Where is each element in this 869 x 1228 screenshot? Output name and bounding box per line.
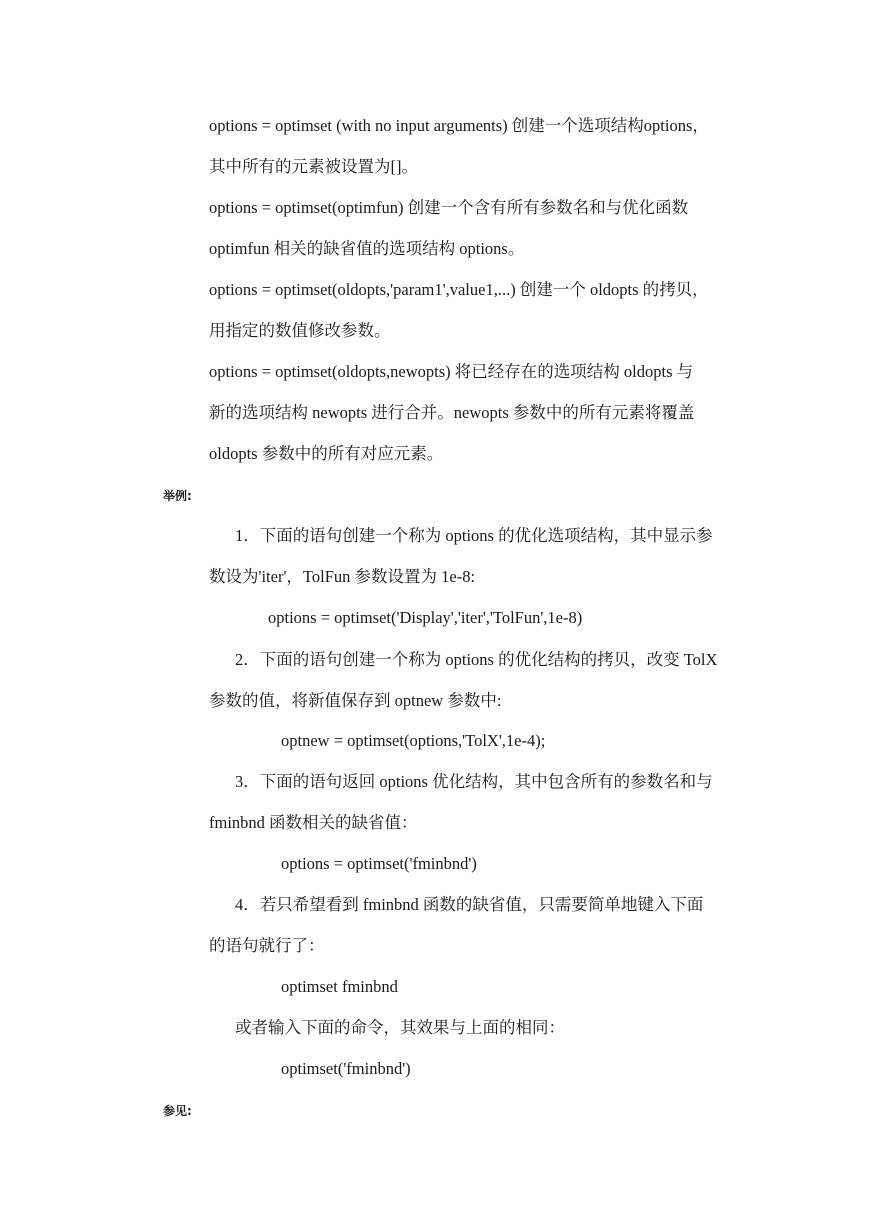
example-4-alt-text: 或者输入下面的命令，其效果与上面的相同：	[235, 1018, 565, 1037]
syntax-4-line-3: oldopts 参数中的所有对应元素。	[209, 444, 444, 463]
syntax-2-line-1: options = optimset(optimfun) 创建一个含有所有参数名和与优化函数	[209, 198, 689, 217]
syntax-3-line-2: 用指定的数值修改参数。	[209, 321, 391, 340]
example-4-line-2: 的语句就行了：	[209, 936, 325, 955]
example-1-line-2: 数设为'iter'，TolFun 参数设置为 1e-8:	[209, 567, 476, 586]
example-1-line-1: 1．下面的语句创建一个称为 options 的优化选项结构，其中显示参	[235, 526, 713, 545]
syntax-3-line-1: options = optimset(oldopts,'param1',value1,...) 创建一个 oldopts 的拷贝，	[209, 280, 709, 299]
example-4-code: optimset fminbnd	[281, 977, 398, 996]
syntax-1-line-1: options = optimset (with no input arguments) 创建一个选项结构options，	[209, 116, 709, 135]
example-2-code: optnew = optimset(options,'TolX',1e-4);	[281, 731, 546, 750]
examples-heading: 举例:	[163, 489, 192, 503]
example-1-code: options = optimset('Display','iter','TolFun',1e-8)	[268, 608, 583, 627]
example-4-alt-code: optimset('fminbnd')	[281, 1059, 411, 1078]
see-also-heading: 参见:	[163, 1104, 192, 1118]
example-3-line-2: fminbnd 函数相关的缺省值：	[209, 813, 418, 832]
syntax-4-line-2: 新的选项结构 newopts 进行合并。newopts 参数中的所有元素将覆盖	[209, 403, 695, 422]
syntax-4-line-1: options = optimset(oldopts,newopts) 将已经存在的选项结构 oldopts 与	[209, 362, 694, 381]
example-4-line-1: 4．若只希望看到 fminbnd 函数的缺省值，只需要简单地键入下面	[235, 895, 704, 914]
example-3-code: options = optimset('fminbnd')	[281, 854, 477, 873]
example-3-line-1: 3．下面的语句返回 options 优化结构，其中包含所有的参数名和与	[235, 772, 713, 791]
syntax-2-line-2: optimfun 相关的缺省值的选项结构 options。	[209, 239, 525, 258]
example-2-line-2: 参数的值，将新值保存到 optnew 参数中:	[209, 691, 502, 710]
syntax-1-line-2: 其中所有的元素被设置为[]。	[209, 157, 418, 176]
example-2-line-1: 2．下面的语句创建一个称为 options 的优化结构的拷贝，改变 TolX	[235, 650, 718, 669]
